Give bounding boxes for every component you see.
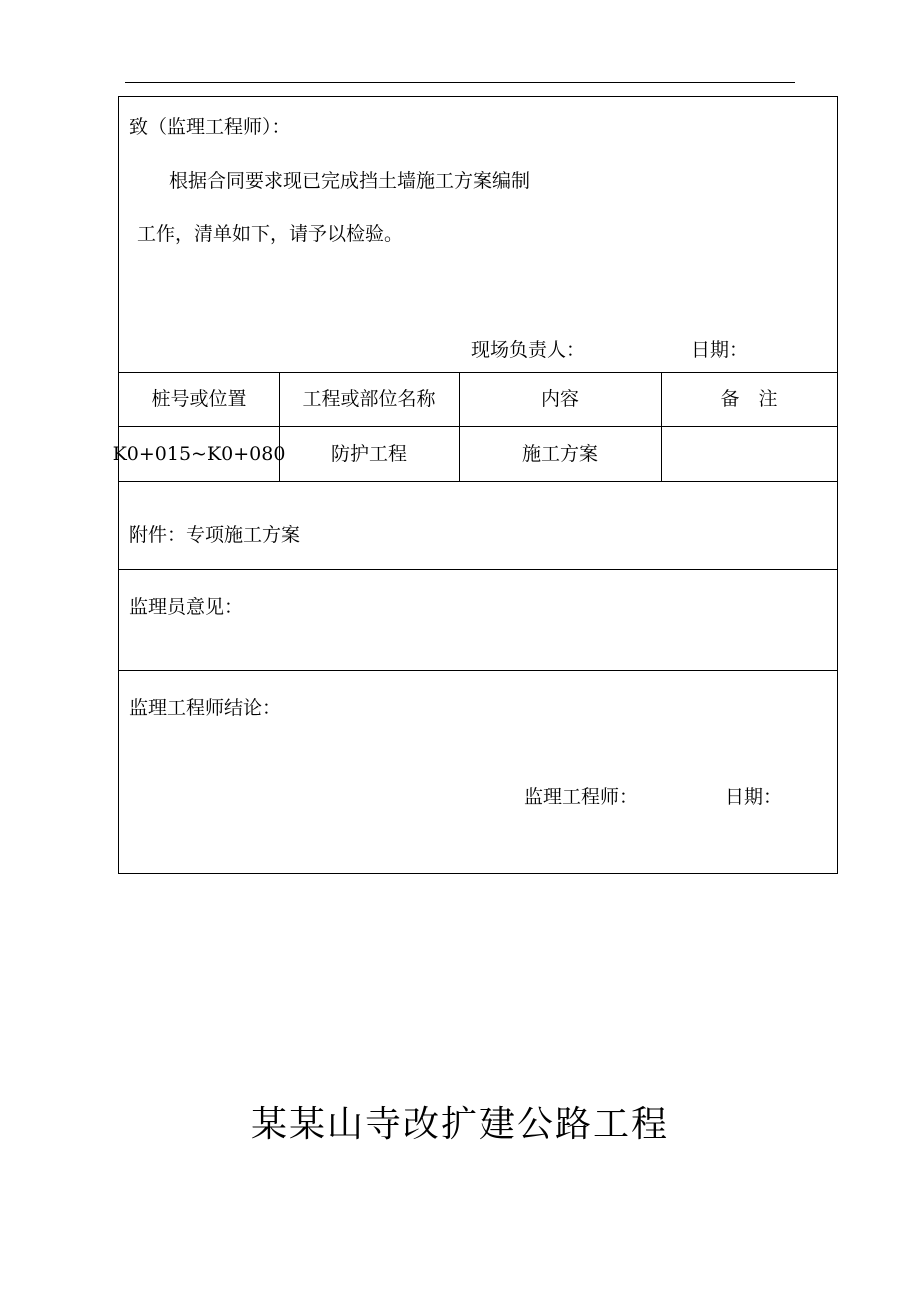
cell-content: 施工方案 xyxy=(521,442,598,465)
notice-section xyxy=(119,97,837,372)
cell-part-name: 防护工程 xyxy=(330,442,407,465)
body-line-2: 工作，清单如下，请予以检验。 xyxy=(137,223,404,245)
engineer-conclusion-section xyxy=(119,670,837,873)
cell-remarks xyxy=(661,426,837,481)
inspection-form xyxy=(112,96,838,874)
project-title: 某某山寺改扩建公路工程 xyxy=(250,1104,669,1145)
header-remarks: 备 注 xyxy=(720,388,778,410)
header-content: 内容 xyxy=(540,388,579,410)
engineer-signature-label: 监理工程师： xyxy=(524,786,639,808)
header-rule xyxy=(125,82,795,83)
header-location: 桩号或位置 xyxy=(151,388,247,410)
body-line-1: 根据合同要求现已完成挡土墙施工方案编制 xyxy=(169,170,531,192)
engineer-date-label: 日期： xyxy=(725,786,783,808)
table-row xyxy=(112,426,837,481)
column-divider xyxy=(661,372,662,481)
column-divider xyxy=(279,372,280,481)
table-header-row xyxy=(119,372,837,426)
attachment-text: 附件：专项施工方案 xyxy=(129,524,301,546)
site-manager-label: 现场负责人： xyxy=(471,339,586,361)
column-divider xyxy=(459,372,460,481)
addressee: 致（监理工程师）： xyxy=(129,116,291,138)
supervisor-opinion-section xyxy=(119,569,837,670)
attachment-section xyxy=(119,481,837,569)
engineer-conclusion-label: 监理工程师结论： xyxy=(129,697,282,719)
header-part-name: 工程或部位名称 xyxy=(302,388,436,410)
notice-date-label: 日期： xyxy=(691,339,749,361)
supervisor-opinion-label: 监理员意见： xyxy=(129,596,244,618)
cell-location: K0+015~K0+080 xyxy=(112,442,286,465)
